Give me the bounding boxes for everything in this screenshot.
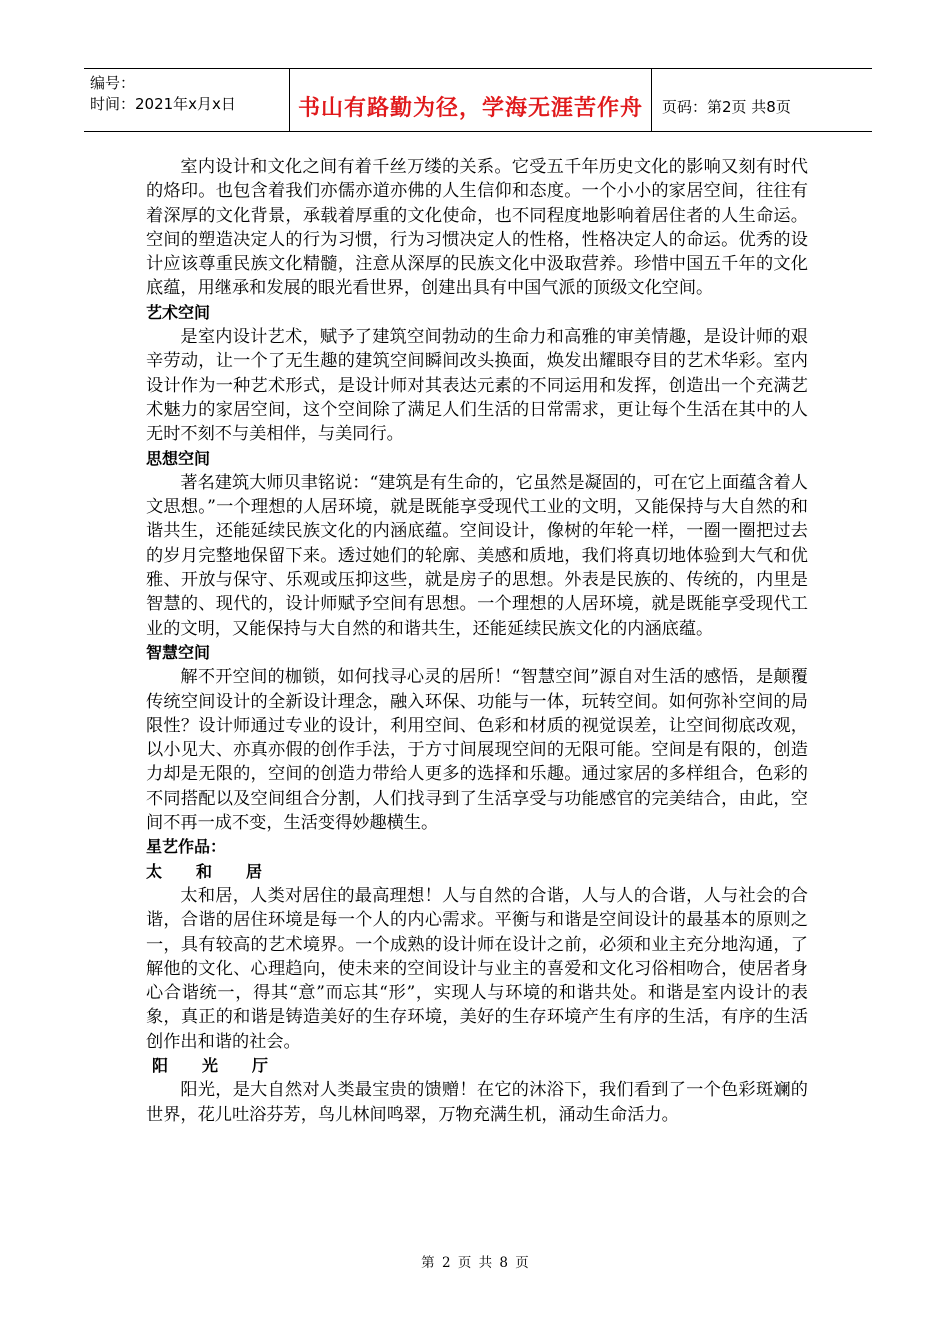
section-heading-thought-space: 思想空间	[146, 448, 211, 468]
section-heading-taiheju: 太和居	[146, 861, 297, 881]
header-page-info: 页码：第2页 共8页	[662, 97, 791, 116]
section-heading-sunroom: 阳光厅	[152, 1055, 303, 1075]
document-number-label: 编号：	[90, 74, 136, 92]
header-motto: 书山有路勤为径，学海无涯苦作舟	[290, 69, 652, 131]
section-heading-works: 星艺作品：	[146, 837, 227, 857]
art-space-paragraph: 是室内设计艺术，赋予了建筑空间勃动的生命力和高雅的审美情趣，是设计师的艰辛劳动，让一个了无生趣的建筑空间瞬间改头换面，焕发出耀眼夺目的艺术华彩。室内设计作为一种艺术形式，是设计师对其表达元素的不同运用和发挥，创造出一个充满艺术魅力的家居空间，这个空间除了满足人们生活的日常需求，更让每个生活在其中的人无时不刻不与美相伴，与美同行。	[146, 327, 808, 445]
document-body	[146, 155, 808, 1127]
document-time: 时间：2021年x月x日	[90, 95, 236, 113]
taiheju-paragraph: 太和居，人类对居住的最高理想！人与自然的合谐，人与人的合谐，人与社会的合谐，合谐的居住环境是每一个人的内心需求。平衡与和谐是空间设计的最基本的原则之一，具有较高的艺术境界。一个成熟的设计师在设计之前，必须和业主充分地沟通，了解他的文化、心理趋向，使未来的空间设计与业主的喜爱和文化习俗相吻合，使居者身心合谐统一，得其“意”而忘其“形”，实现人与环境的和谐共处。和谐是室内设计的表象，真正的和谐是铸造美好的生存环境，美好的生存环境产生有序的生活，有序的生活创作出和谐的社会。	[146, 885, 808, 1052]
page-footer: 第 2 页 共 8 页	[421, 1255, 529, 1271]
section-heading-art-space: 艺术空间	[146, 302, 211, 322]
section-heading-wisdom-space: 智慧空间	[146, 642, 211, 662]
thought-space-paragraph: 著名建筑大师贝聿铭说：“建筑是有生命的，它虽然是凝固的，可在它上面蕴含着人文思想。”一个理想的人居环境，就是既能享受现代工业的文明，又能保持与大自然的和谐共生，还能延续民族文化的内涵底蕴。空间设计，像树的年轮一样，一圈一圈把过去的岁月完整地保留下来。透过她们的轮廓、美感和质地，我们将真切地体验到大气和优雅、开放与保守、乐观或压抑这些，就是房子的思想。外表是民族的、传统的，内里是智慧的、现代的，设计师赋予空间有思想。一个理想的人居环境，就是既能享受现代工业的文明，又能保持与大自然的和谐共生，还能延续民族文化的内涵底蕴。	[146, 472, 808, 639]
intro-paragraph: 室内设计和文化之间有着千丝万缕的关系。它受五千年历史文化的影响又刻有时代的烙印。也包含着我们亦儒亦道亦佛的人生信仰和态度。一个小小的家居空间，往往有着深厚的文化背景，承载着厚重的文化使命，也不同程度地影响着居住者的人生命运。空间的塑造决定人的行为习惯，行为习惯决定人的性格，性格决定人的命运。优秀的设计应该尊重民族文化精髓，注意从深厚的民族文化中汲取营养。珍惜中国五千年的文化底蕴，用继承和发展的眼光看世界，创建出具有中国气派的顶级文化空间。	[146, 157, 808, 299]
header-meta	[84, 69, 290, 131]
sunroom-paragraph: 阳光，是大自然对人类最宝贵的馈赠！在它的沐浴下，我们看到了一个色彩斑斓的世界，花儿吐浴芬芳，鸟儿林间鸣翠，万物充满生机，涌动生命活力。	[146, 1080, 808, 1125]
page-header	[84, 68, 872, 132]
wisdom-space-paragraph: 解不开空间的枷锁，如何找寻心灵的居所！“智慧空间”源自对生活的感悟，是颠覆传统空间设计的全新设计理念，融入环保、功能与一体，玩转空间。如何弥补空间的局限性？设计师通过专业的设计，利用空间、色彩和材质的视觉误差，让空间彻底改观，以小见大、亦真亦假的创作手法，于方寸间展现空间的无限可能。空间是有限的，创造力却是无限的，空间的创造力带给人更多的选择和乐趣。通过家居的多样组合，色彩的不同搭配以及空间组合分割，人们找寻到了生活享受与功能感官的完美结合，由此，空间不再一成不变，生活变得妙趣横生。	[146, 667, 808, 834]
